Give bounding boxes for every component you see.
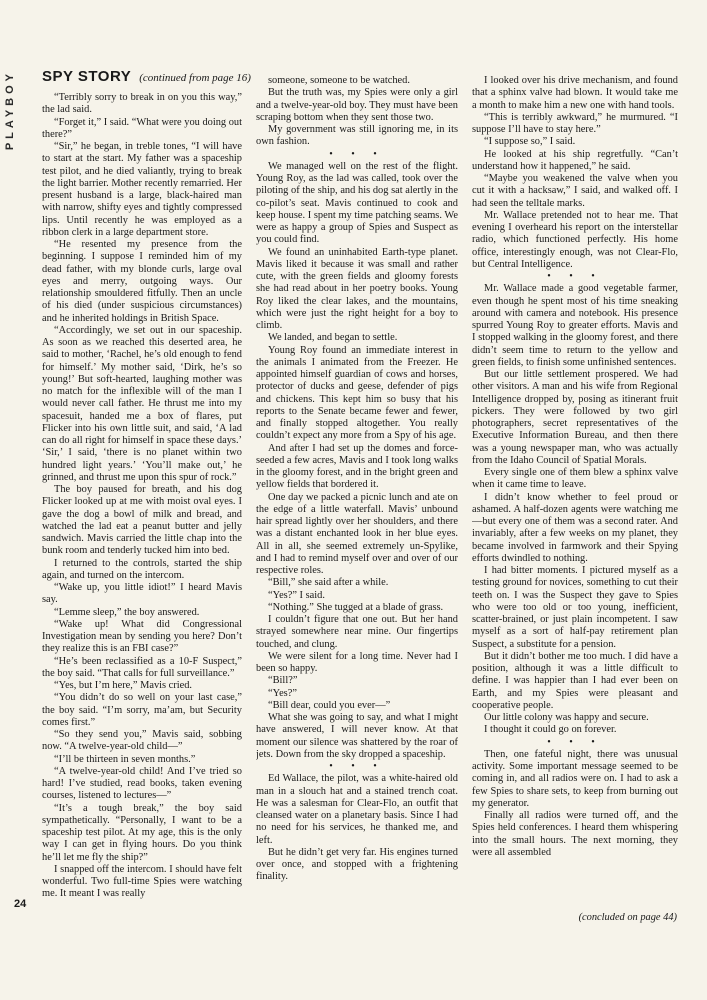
paragraph: “This is terribly awkward,” he murmured. “I suppose I’ll have to stay here.” — [472, 111, 678, 135]
paragraph: someone, someone to be watched. — [268, 75, 410, 86]
section-separator: • • • — [329, 761, 385, 772]
paragraph: We found an uninhabited Earth-type planet. Mavis liked it because it was small and rather cute, with the green fields and gloomy forests she had read about in her poetry books. Young Roy liked the clear lakes, and the mountains, which were just the right height for a boy to climb. — [256, 246, 458, 331]
paragraph: We managed well on the rest of the flight. Young Roy, as the lad was called, took over the piloting of the ship, and his dog sat alertly in the co-pilot’s seat. Mavis continued to cook and keep house. I spent my time patching seams. We were as happy a group of Spies and Suspect as you could find. — [256, 160, 458, 246]
paragraph: Our little colony was happy and secure. — [484, 712, 649, 723]
paragraph: But it didn’t bother me too much. I did have a position, although it was a little difficult to define. I was happier than I had ever been on Earth, and my Spies were pleasant and cooperative people. — [472, 650, 678, 711]
paragraph: And after I had set up the domes and force-seeded a few acres, Mavis and I took long walks in the gloomy forest, and in the bright green and yellow fields that bordered it. — [256, 442, 458, 491]
paragraph: Mr. Wallace pretended not to hear me. That evening I overheard his report on the interstellar radio, which functioned perfectly. His home office, interestingly enough, was not Clear-Flo, but Central Intelligence. — [472, 209, 678, 270]
paragraph: I couldn’t figure that one out. But her hand strayed somewhere near mine. Our fingertips touched, and clung. — [256, 614, 458, 650]
paragraph: We were silent for a long time. Never had I been so happy. — [256, 650, 458, 674]
paragraph: One day we packed a picnic lunch and ate on the edge of a little waterfall. Mavis’ unbound hair spread lightly over her shoulders, and there was a distant enchanted look in her blue eyes. All in all, she seemed extremely un-Spylike, and I had to remind myself over and over of our respective roles. — [256, 491, 458, 576]
paragraph: My government was still ignoring me, in its own fashion. — [256, 124, 458, 148]
text-column-1 — [42, 92, 242, 950]
paragraph: But he didn’t get very far. His engines turned over once, and stopped with a frightening finality. — [256, 846, 458, 883]
paragraph: “So they send you,” Mavis said, sobbing now. “A twelve-year-old child—” — [42, 729, 242, 753]
text-column-2 — [256, 75, 458, 950]
paragraph: “Wake up! What did Congressional Investigation mean by sending you here? Don’t they realize this is an FBI case?” — [42, 618, 242, 655]
story-header — [42, 68, 251, 85]
story-title: SPY STORY — [42, 68, 132, 85]
paragraph: I had bitter moments. I pictured myself as a testing ground for novices, something to cut their teeth on. I was the Suspect they gave to Spies who were too old or too young, inefficient, scatter-brained, or just plain incompetent. I saw myself as a sort of half-pay retirement plan Suspect, a substitute for a pension. — [472, 565, 678, 650]
paragraph: Then, one fateful night, there was unusual activity. Some important message seemed to be coming in, and all radios were on. I had to ask a few Spies to share sets, to keep from burning out my generator. — [472, 748, 678, 809]
paragraph: “Wake up, you little idiot!” I heard Mavis say. — [42, 582, 242, 606]
paragraph: “Terribly sorry to break in on you this way,” the lad said. — [42, 92, 242, 116]
paragraph: But the truth was, my Spies were only a girl and a twelve-year-old boy. They must have been scraping bottom when they sent those two. — [256, 87, 458, 123]
paragraph: I looked over his drive mechanism, and found that a sphinx valve had blown. It would take me a month to make him a new one with hand tools. — [472, 75, 678, 111]
paragraph: “You didn’t do so well on your last case,” the boy said. “I’m sorry, ma’am, but Security comes first.” — [42, 692, 242, 728]
concluded-on: (concluded on page 44) — [578, 912, 677, 923]
paragraph: “He’s been reclassified as a 10-F Suspect,” the boy said. “That calls for full surveillance.” — [42, 655, 242, 679]
paragraph: But our little settlement prospered. We had other visitors. A man and his wife from Regional Intelligence dropped by, posing as itinerant fruit pickers. They were followed by two girl photographers, secret representatives of the Executive Information Bureau, and then there was a young newspaper man, who was actually from the Idaho Council of Spatial Morals. — [472, 369, 678, 466]
paragraph: We landed, and began to settle. — [268, 332, 398, 344]
paragraph: “Accordingly, we set out in our spaceship. As soon as we reached this deserted area, he said to mother, ‘Rachel, he’s old enough to fend for himself.’ My mother said, ‘Dirk, he’s so young!’ But soft-hearted, laughing mother was no match for the inflexible will of the man I would never call father. He thrust me into my spacesuit, handed me a box of flares, put Flicker into his own little suit, and said, ‘A lad can do all right for himself in space these days.’ ‘Sir,’ I said, ‘there is no planet within two hundred light years.’ ‘You’ll make out,’ he grinned, and thrust me upon this spur of rock.” — [42, 324, 242, 483]
paragraph: “A twelve-year-old child! And I’ve tried so hard! I’ve studied, read books, taken evening courses, listened to lectures—” — [42, 765, 242, 802]
paragraph: Ed Wallace, the pilot, was a white-haired old man in a slouch hat and a stained trench coat. He was a salesman for Clear-Flo, an outfit that cleansed water on a planetary basis. Since I had no need for his services, he thanked me, and left. — [256, 773, 458, 846]
paragraph: “Yes?” I said. — [268, 589, 325, 601]
paragraph: “Bill dear, could you ever—” — [268, 699, 391, 711]
section-separator: • • • — [329, 148, 385, 160]
paragraph: I didn’t know whether to feel proud or ashamed. A half-dozen agents were watching me—but every one of them was a second rater. And invariably, after a few weeks on my planet, they became involved in farmwork and their Spying efforts dwindled to nothing. — [472, 491, 678, 564]
paragraph: “Nothing.” She tugged at a blade of grass. — [268, 601, 444, 613]
paragraph: I returned to the controls, started the ship again, and turned on the intercom. — [42, 557, 242, 581]
section-separator: • • • — [547, 736, 603, 748]
paragraph: “Bill?” — [268, 675, 298, 687]
paragraph: “Yes, but I’m here,” Mavis cried. — [54, 680, 193, 691]
paragraph: “Forget it,” I said. “What were you doing out there?” — [42, 116, 242, 140]
paragraph: I snapped off the intercom. I should have felt wonderful. Two full-time Spies were watching me. It meant I was really — [42, 863, 242, 900]
paragraph: Mr. Wallace made a good vegetable farmer, even though he spent most of his time sneaking around with camera and notebook. His presence spurred Young Roy to greater efforts. Mavis and I stopped walking in the gloomy forest, and there didn’t seem time to return to the yellow and green fields, to finish some unfinished sentences. — [472, 283, 678, 368]
paragraph: He looked at his ship regretfully. “Can’t understand how it happened,” he said. — [472, 148, 678, 172]
paragraph: “Yes?” — [268, 687, 297, 699]
paragraph: What she was going to say, and what I might have answered, I will never know. At that moment our silence was shattered by the roar of jets. Down from the sky dropped a spaceship. — [256, 712, 458, 760]
page-number: 24 — [14, 898, 27, 910]
paragraph: I thought it could go on forever. — [484, 724, 617, 736]
paragraph: “He resented my presence from the beginning. I suppose I reminded him of my dead father, with my blonde curls, large oval eyes and merry, outgoing ways. Our relationship smouldered fitfully. Then an uncle of his died (under suspicious circumstances) and he inherited holdings in British Space. — [42, 239, 242, 324]
paragraph: “I’ll be thirteen in seven months.” — [54, 753, 196, 765]
continued-from: (continued from page 16) — [139, 72, 251, 84]
paragraph: The boy paused for breath, and his dog Flicker looked up at me with moist oval eyes. I gave the dog a bowl of milk and bread, and watched the lad eat a peanut butter and jelly sandwich. Mavis carried the little chap into the bunk room and tenderly tucked him into bed. — [42, 484, 242, 557]
paragraph: “Sir,” he began, in treble tones, “I will have to start at the start. My father was a spaceship test pilot, and he died valiantly, trying to break the light barrier. Mother recently remarried. Her present husband is a large, black-haired man with narrow, shifty eyes and tightly compressed lips. Until recently he was employed as a ribbon clerk in a large department store. — [42, 141, 242, 238]
paragraph: Young Roy found an immediate interest in the animals I animated from the Freezer. He appointed himself guardian of cows and horses, protector of ducks and geese, defender of pigs and chickens. This kept him so busy that his reports to the Senate became fewer and fewer, and finally stopped altogether. You really couldn’t expect any more from a Spy of his age. — [256, 344, 458, 442]
section-separator: • • • — [547, 271, 603, 282]
paragraph: “Maybe you weakened the valve when you cut it with a hacksaw,” I said, and walked off. I had seen the telltale marks. — [472, 173, 678, 209]
paragraph: Every single one of them blew a sphinx valve when it came time to leave. — [472, 467, 678, 491]
paragraph: “It’s a tough break,” the boy said sympathetically. “Personally, I want to be a spaceship test pilot. At my age, this is the only way I can get in flying hours. Do you think he’ll let me fly the ship?” — [42, 802, 242, 863]
text-column-3 — [472, 75, 678, 950]
paragraph: “Bill,” she said after a while. — [268, 577, 389, 589]
paragraph: “Lemme sleep,” the boy answered. — [54, 606, 200, 618]
paragraph: Finally all radios were turned off, and the Spies held conferences. I heard them whispering into the small hours. The next morning, they were all assembled — [472, 810, 678, 858]
magazine-logo: PLAYBOY — [4, 70, 16, 151]
paragraph: “I suppose so,” I said. — [484, 136, 576, 148]
